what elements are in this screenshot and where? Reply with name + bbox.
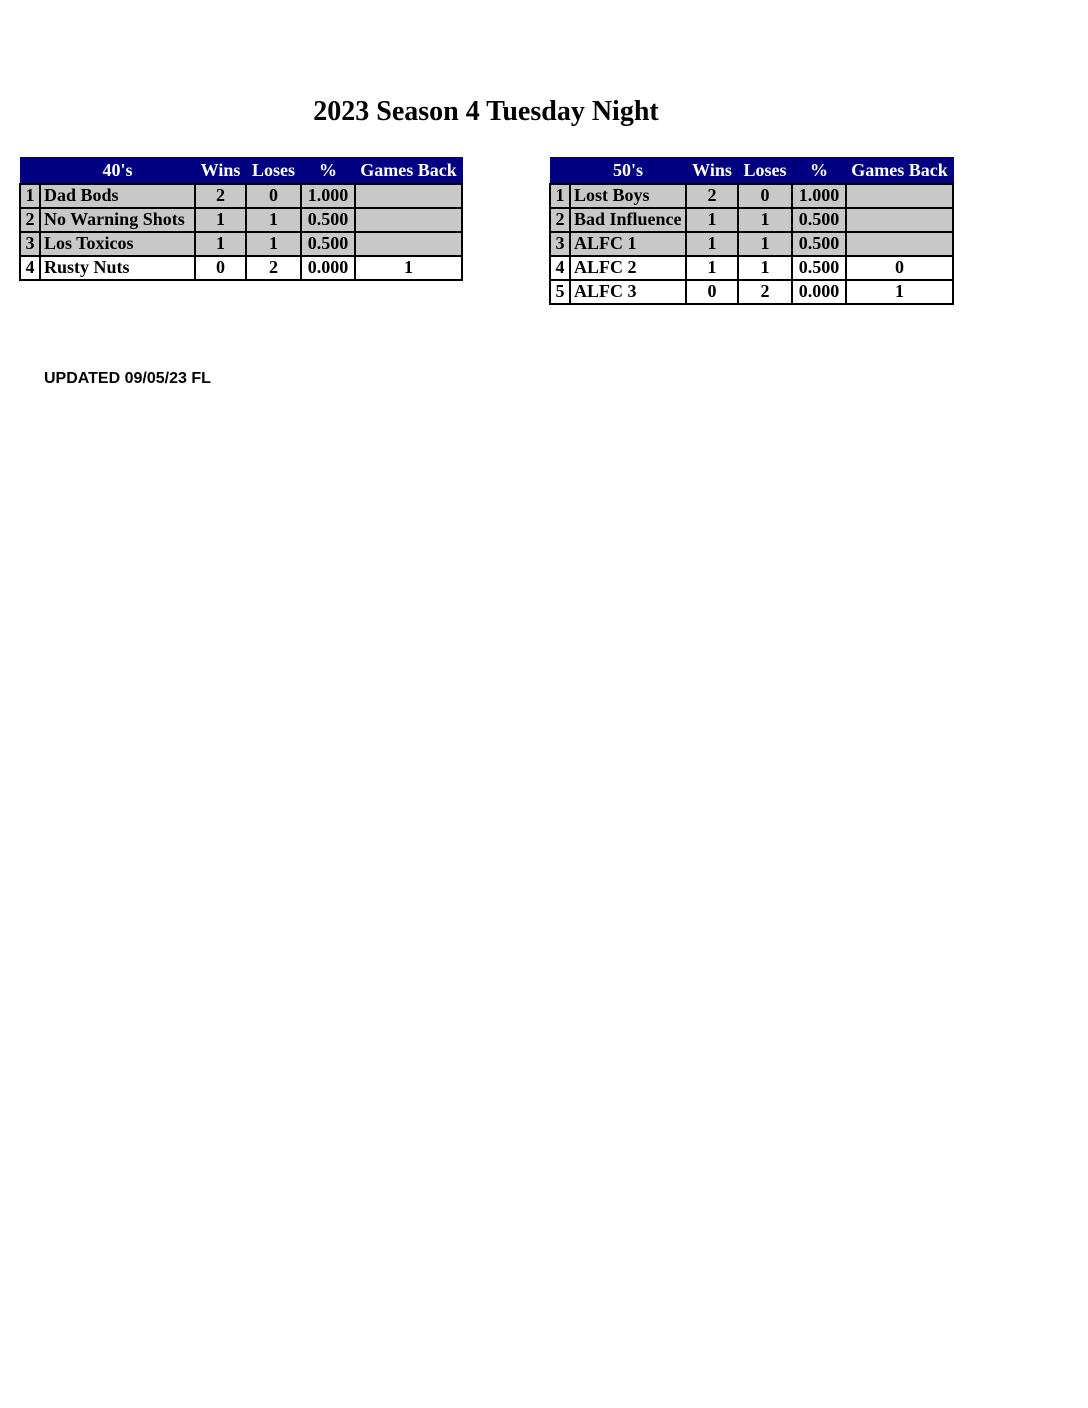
pct-cell: 0.500 [301, 232, 355, 256]
pct-cell: 0.500 [792, 208, 846, 232]
team-cell: Lost Boys [570, 184, 686, 208]
table-row [20, 256, 462, 280]
wins-header: Wins [686, 158, 738, 184]
rank-cell: 2 [550, 208, 570, 232]
rank-cell: 1 [20, 184, 40, 208]
table-row [20, 232, 462, 256]
pct-cell: 0.500 [792, 256, 846, 280]
pct-cell: 0.500 [301, 208, 355, 232]
wins-cell: 2 [195, 184, 246, 208]
division-header: 50's [570, 158, 686, 184]
table-row [550, 256, 953, 280]
loses-cell: 1 [738, 208, 792, 232]
loses-cell: 0 [246, 184, 301, 208]
games-back-cell [846, 208, 953, 232]
pct-cell: 1.000 [792, 184, 846, 208]
page-title: 2023 Season 4 Tuesday Night [313, 96, 659, 127]
loses-cell: 1 [246, 208, 301, 232]
team-cell: Dad Bods [40, 184, 195, 208]
games-back-cell [846, 232, 953, 256]
games-back-cell: 1 [355, 256, 462, 280]
rank-cell: 3 [550, 232, 570, 256]
wins-cell: 1 [195, 232, 246, 256]
wins-cell: 2 [686, 184, 738, 208]
rank-header [550, 158, 570, 184]
rank-cell: 2 [20, 208, 40, 232]
wins-cell: 1 [686, 208, 738, 232]
table-row [550, 208, 953, 232]
pct-header: % [301, 158, 355, 184]
pct-cell: 0.000 [792, 280, 846, 304]
rank-cell: 1 [550, 184, 570, 208]
table-header-row [550, 158, 953, 184]
updated-note: UPDATED 09/05/23 FL [44, 370, 211, 387]
wins-cell: 0 [195, 256, 246, 280]
standings-table-40s [19, 157, 463, 281]
pct-cell: 0.000 [301, 256, 355, 280]
table-row [550, 232, 953, 256]
loses-header: Loses [246, 158, 301, 184]
standings-table-50s [549, 157, 954, 305]
loses-cell: 1 [246, 232, 301, 256]
games-back-cell [355, 232, 462, 256]
table-row [550, 280, 953, 304]
games-back-header: Games Back [355, 158, 462, 184]
wins-header: Wins [195, 158, 246, 184]
table-header-row [20, 158, 462, 184]
table-row [20, 184, 462, 208]
loses-cell: 2 [738, 280, 792, 304]
games-back-cell [355, 184, 462, 208]
games-back-cell [846, 184, 953, 208]
team-cell: Bad Influence [570, 208, 686, 232]
loses-cell: 1 [738, 256, 792, 280]
wins-cell: 1 [195, 208, 246, 232]
wins-cell: 0 [686, 280, 738, 304]
rank-cell: 5 [550, 280, 570, 304]
games-back-header: Games Back [846, 158, 953, 184]
team-cell: No Warning Shots [40, 208, 195, 232]
wins-cell: 1 [686, 256, 738, 280]
games-back-cell: 0 [846, 256, 953, 280]
pct-cell: 1.000 [301, 184, 355, 208]
games-back-cell: 1 [846, 280, 953, 304]
team-cell: ALFC 2 [570, 256, 686, 280]
games-back-cell [355, 208, 462, 232]
team-cell: ALFC 3 [570, 280, 686, 304]
loses-cell: 2 [246, 256, 301, 280]
team-cell: ALFC 1 [570, 232, 686, 256]
loses-header: Loses [738, 158, 792, 184]
rank-cell: 4 [550, 256, 570, 280]
division-header: 40's [40, 158, 195, 184]
loses-cell: 0 [738, 184, 792, 208]
table-row [550, 184, 953, 208]
rank-header [20, 158, 40, 184]
rank-cell: 4 [20, 256, 40, 280]
table-row [20, 208, 462, 232]
team-cell: Rusty Nuts [40, 256, 195, 280]
rank-cell: 3 [20, 232, 40, 256]
team-cell: Los Toxicos [40, 232, 195, 256]
pct-cell: 0.500 [792, 232, 846, 256]
wins-cell: 1 [686, 232, 738, 256]
loses-cell: 1 [738, 232, 792, 256]
pct-header: % [792, 158, 846, 184]
